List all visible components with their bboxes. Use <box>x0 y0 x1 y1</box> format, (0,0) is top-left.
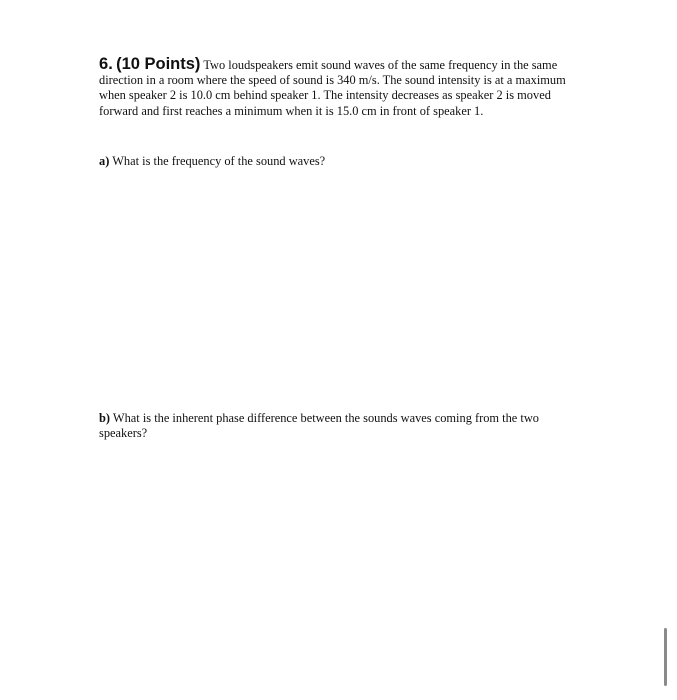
question-6 <box>99 57 574 119</box>
part-a-text: What is the frequency of the sound waves? <box>112 154 326 168</box>
part-a <box>99 154 574 169</box>
question-intro <box>99 57 574 119</box>
question-points: (10 Points) <box>116 55 201 73</box>
part-a-label: a) <box>99 154 110 168</box>
part-b-text: What is the inherent phase difference between the sounds waves coming from the two speakers? <box>99 411 539 441</box>
part-b <box>99 411 574 441</box>
question-text: Two loudspeakers emit sound waves of the same frequency in the same direction in a room where the speed of sound is 340 m/s. The sound intensity is at a maximum when speaker 2 is 10.0 cm behind speaker 1. The intensity decreases as speaker 2 is moved forward and first reaches a minimum when it is 15.0 cm in front of speaker 1. <box>99 58 566 118</box>
question-number: 6. <box>99 55 113 73</box>
vertical-scrollbar[interactable] <box>664 628 667 686</box>
part-b-label: b) <box>99 411 111 425</box>
